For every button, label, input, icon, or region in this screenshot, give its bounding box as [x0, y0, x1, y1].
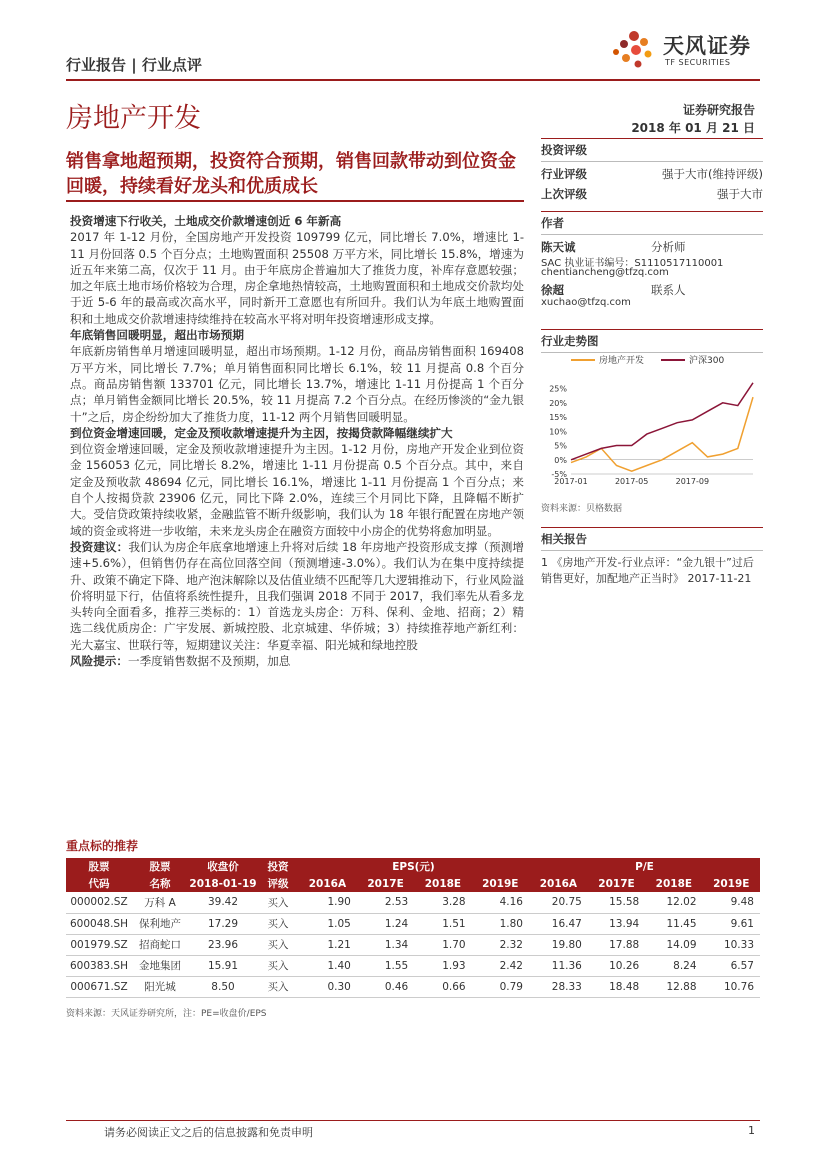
table-cell: 买入	[258, 913, 298, 934]
y-tick-label: 10%	[549, 427, 567, 437]
col-header: 2017E	[357, 875, 414, 892]
paragraph: 2017 年 1-12 月份，全国房地产开发投资 109799 亿元，同比增长 7.0%，增速比 1-11 月份回落 0.5 个百分点；土地购置面积 25508 万平方米，同比增长 15.8%，增速为近五年来第二高，仅次于 11 月。由于年底房企普遍加大了推货力度，补库存意愿较强；加之年底土地市场价格较为合理，房企拿地热情较高，土地购置面积和土地成交价款均处于近 5-6 年的最高或次高水平，同时新开工意愿也有所回升。我们认为年底土地购置面积和土地成交价款增速持续维持在较高水平将对明年投资增速形成支撑。	[70, 230, 524, 326]
col-header: 2016A	[298, 875, 357, 892]
table-cell: 14.09	[645, 934, 702, 955]
table-cell: 1.05	[298, 913, 357, 934]
author-title: 作者	[541, 216, 564, 230]
table-cell: 600048.SH	[66, 913, 132, 934]
table-cell: 金地集团	[132, 955, 188, 976]
y-tick-label: 25%	[549, 384, 567, 394]
table-header-row	[66, 875, 760, 892]
table-cell: 3.28	[414, 892, 471, 913]
table-cell: 20.75	[529, 892, 588, 913]
table-cell: 1.34	[357, 934, 414, 955]
paragraph-text: 一季度销售数据不及预期，加息	[127, 654, 291, 669]
col-header: EPS(元)	[298, 858, 529, 875]
table-cell: 阳光城	[132, 976, 188, 997]
x-tick-label: 2017-09	[675, 477, 710, 486]
col-header: 2018E	[645, 875, 702, 892]
table-row	[66, 934, 760, 955]
author-section	[541, 211, 763, 308]
table-title: 重点标的推荐	[66, 839, 139, 853]
col-header: 2016A	[529, 875, 588, 892]
table-header-row	[66, 858, 760, 875]
rating-title: 投资评级	[541, 143, 587, 157]
related-section	[541, 527, 763, 587]
table-cell: 600383.SH	[66, 955, 132, 976]
report-type: 证券研究报告	[682, 103, 755, 117]
table-cell: 001979.SZ	[66, 934, 132, 955]
table-cell: 买入	[258, 976, 298, 997]
table-row	[66, 976, 760, 997]
table-cell: 0.66	[414, 976, 471, 997]
main-body	[70, 213, 524, 669]
table-cell: 1.24	[357, 913, 414, 934]
table-cell: 8.50	[188, 976, 258, 997]
legend-label: 房地产开发	[599, 356, 645, 366]
table-cell: 保利地产	[132, 913, 188, 934]
table-cell: 1.90	[298, 892, 357, 913]
x-tick-label: 2017-05	[614, 477, 649, 486]
table-cell: 11.36	[529, 955, 588, 976]
table-cell: 11.45	[645, 913, 702, 934]
table-cell: 28.33	[529, 976, 588, 997]
table-cell: 9.48	[703, 892, 760, 913]
section-title: 投资增速下行收关，土地成交价款增速创近 6 年新高	[70, 214, 342, 228]
series-line	[571, 383, 753, 460]
col-header: 2018-01-19	[188, 875, 258, 892]
table-row	[66, 955, 760, 976]
table-cell: 1.93	[414, 955, 471, 976]
table-cell: 2.42	[472, 955, 529, 976]
author1-email[interactable]: chentiancheng@tfzq.com	[541, 267, 669, 278]
author2-email[interactable]: xuchao@tfzq.com	[541, 297, 631, 308]
author1-row: 陈天诚 分析师	[541, 240, 686, 254]
table-cell: 15.91	[188, 955, 258, 976]
table-cell: 13.94	[588, 913, 645, 934]
author2-row: 徐超 联系人	[541, 283, 686, 297]
author1-sac: SAC 执业证书编号：S1110517110001	[541, 258, 724, 269]
section-title: 到位资金增速回暖，定金及预收款增速提升为主因，按揭贷款降幅继续扩大	[70, 425, 453, 440]
page-number: 1	[748, 1124, 755, 1137]
y-tick-label: -5%	[551, 470, 567, 479]
table-cell: 15.58	[588, 892, 645, 913]
headline-divider	[66, 200, 524, 202]
header-divider	[66, 79, 760, 81]
table-cell: 招商蛇口	[132, 934, 188, 955]
trend-chart	[541, 350, 763, 490]
col-header: 2019E	[472, 875, 529, 892]
table-cell: 39.42	[188, 892, 258, 913]
paragraph	[70, 539, 524, 653]
table-cell: 0.79	[472, 976, 529, 997]
table-cell: 1.51	[414, 913, 471, 934]
report-category: 行业报告 | 行业点评	[66, 56, 202, 74]
col-header: 2018E	[414, 875, 471, 892]
related-report-link[interactable]: 1 《房地产开发-行业点评：“金九银十”过后销售更好，加配地产正当时》 2017-11-21	[541, 556, 754, 585]
table-cell: 17.88	[588, 934, 645, 955]
table-cell: 1.40	[298, 955, 357, 976]
table-cell: 19.80	[529, 934, 588, 955]
table-cell: 4.16	[472, 892, 529, 913]
rating-row: 行业评级 强于大市(维持评级)	[541, 167, 763, 181]
paragraph-text: 我们认为房企年底拿地增速上升将对后续 18 年房地产投资形成支撑（预测增速+5.6%），但销售仍存在高位回落空间（预测增速-3.0%）。我们认为在集中度持续提升、政策不确定下降、地产泡沫解除以及估值业绩不匹配等几大逻辑推动下，行业风险溢价将明显下行，估值将系统性提升，且我们强调 2018 不同于 2017，我们率先从看多龙头转向全面看多，推荐三类标的：1）首选龙头房企：万科、保利、金地、招商；2）精选二线优质房企：广宇发展、新城控股、北京城建、华侨城；3）持续推荐地产新红利：光大嘉宝、世联行等，短期建议关注：华夏幸福、阳光城和绿地控股	[70, 539, 524, 652]
table-cell: 2.32	[472, 934, 529, 955]
col-header: P/E	[529, 858, 760, 875]
table-cell: 17.29	[188, 913, 258, 934]
lead-label: 风险提示：	[70, 654, 128, 669]
footer-disclaimer: 请务必阅读正文之后的信息披露和免责申明	[104, 1126, 313, 1139]
col-header: 评级	[258, 875, 298, 892]
y-tick-label: 20%	[549, 398, 567, 408]
sector-title: 房地产开发	[66, 103, 201, 134]
table-cell: 000002.SZ	[66, 892, 132, 913]
y-tick-label: 5%	[554, 441, 567, 451]
x-tick-label: 2017-01	[554, 477, 588, 486]
paragraph	[70, 653, 524, 669]
table-cell: 9.61	[703, 913, 760, 934]
trend-title: 行业走势图	[541, 334, 599, 348]
report-headline: 销售拿地超预期，投资符合预期，销售回款带动到位资金回暖，持续看好龙头和优质成长	[66, 151, 516, 197]
table-cell: 12.02	[645, 892, 702, 913]
lead-label: 投资建议：	[70, 539, 129, 554]
table-cell: 10.26	[588, 955, 645, 976]
prev-rating-row: 上次评级 强于大市	[541, 187, 763, 201]
table-cell: 12.88	[645, 976, 702, 997]
report-date: 2018 年 01 月 21 日	[631, 121, 755, 135]
rating-section	[541, 138, 763, 206]
col-header: 2019E	[703, 875, 760, 892]
table-cell: 1.55	[357, 955, 414, 976]
paragraph: 年底新房销售单月增速回暖明显，超出市场预期。1-12 月份，商品房销售面积 169408 万平方米，同比增长 7.7%；单月销售面积同比增长 6.1%，较 11 月提高 0.8 个百分点。商品房销售额 133701 亿元，同比增长 13.7%，增速比 1-11 月份提高 1 个百分点；单月销售金额同比增长 20.5%，较 11 月提高 7.2 个百分点。在经历惨淡的“金九银十”之后，房企纷纷加大了推货力度，11-12 两个月销售回暖明显。	[70, 344, 524, 424]
related-title: 相关报告	[541, 532, 587, 546]
table-cell: 1.80	[472, 913, 529, 934]
table-cell: 0.30	[298, 976, 357, 997]
table-cell: 23.96	[188, 934, 258, 955]
stock-table	[66, 858, 760, 998]
legend-label: 沪深300	[689, 356, 725, 366]
logo-icon	[608, 24, 664, 76]
table-cell: 16.47	[529, 913, 588, 934]
table-row	[66, 913, 760, 934]
paragraph: 到位资金增速回暖，定金及预收款增速提升为主因。1-12 月份，房地产开发企业到位资金 156053 亿元，同比增长 8.2%，增速比 1-11 月份提高 0.5 个百分点。其中，来自定金及预收款 48694 亿元，同比增长 16.1%，增速比 1-11 月份提高 1 个百分点；来自个人按揭贷款 23906 亿元，同比下降 2.0%，连续三个月同比下降，且降幅不断扩大。受信贷政策持续收紧，金融监管不断升级影响，我们认为 18 年银行配置在房地产领域的资金或将进一步收缩，未来龙头房企在融资方面较中小房企的优势将愈加明显。	[70, 442, 524, 538]
table-cell: 0.46	[357, 976, 414, 997]
table-cell: 买入	[258, 892, 298, 913]
col-header: 代码	[66, 875, 132, 892]
table-cell: 万科 A	[132, 892, 188, 913]
table-cell: 2.53	[357, 892, 414, 913]
table-cell: 000671.SZ	[66, 976, 132, 997]
col-header: 股票	[66, 858, 132, 875]
table-cell: 6.57	[703, 955, 760, 976]
table-source: 资料来源：天风证券研究所，注：PE=收盘价/EPS	[66, 1009, 267, 1019]
logo-subtext: TF SECURITIES	[665, 58, 731, 67]
col-header: 2017E	[588, 875, 645, 892]
y-tick-label: 0%	[554, 455, 567, 465]
table-cell: 10.76	[703, 976, 760, 997]
table-cell: 买入	[258, 934, 298, 955]
col-header: 名称	[132, 875, 188, 892]
col-header: 股票	[132, 858, 188, 875]
col-header: 投资	[258, 858, 298, 875]
logo-text: 天风证券	[663, 34, 751, 58]
chart-source: 资料来源：贝格数据	[541, 504, 623, 514]
table-row	[66, 892, 760, 913]
series-line	[571, 397, 753, 471]
table-cell: 8.24	[645, 955, 702, 976]
section-title: 年底销售回暖明显，超出市场预期	[70, 328, 244, 343]
table-cell: 10.33	[703, 934, 760, 955]
y-tick-label: 15%	[549, 413, 567, 423]
footer-divider	[66, 1120, 760, 1121]
table-cell: 1.21	[298, 934, 357, 955]
col-header: 收盘价	[188, 858, 258, 875]
table-cell: 买入	[258, 955, 298, 976]
table-cell: 1.70	[414, 934, 471, 955]
table-cell: 18.48	[588, 976, 645, 997]
